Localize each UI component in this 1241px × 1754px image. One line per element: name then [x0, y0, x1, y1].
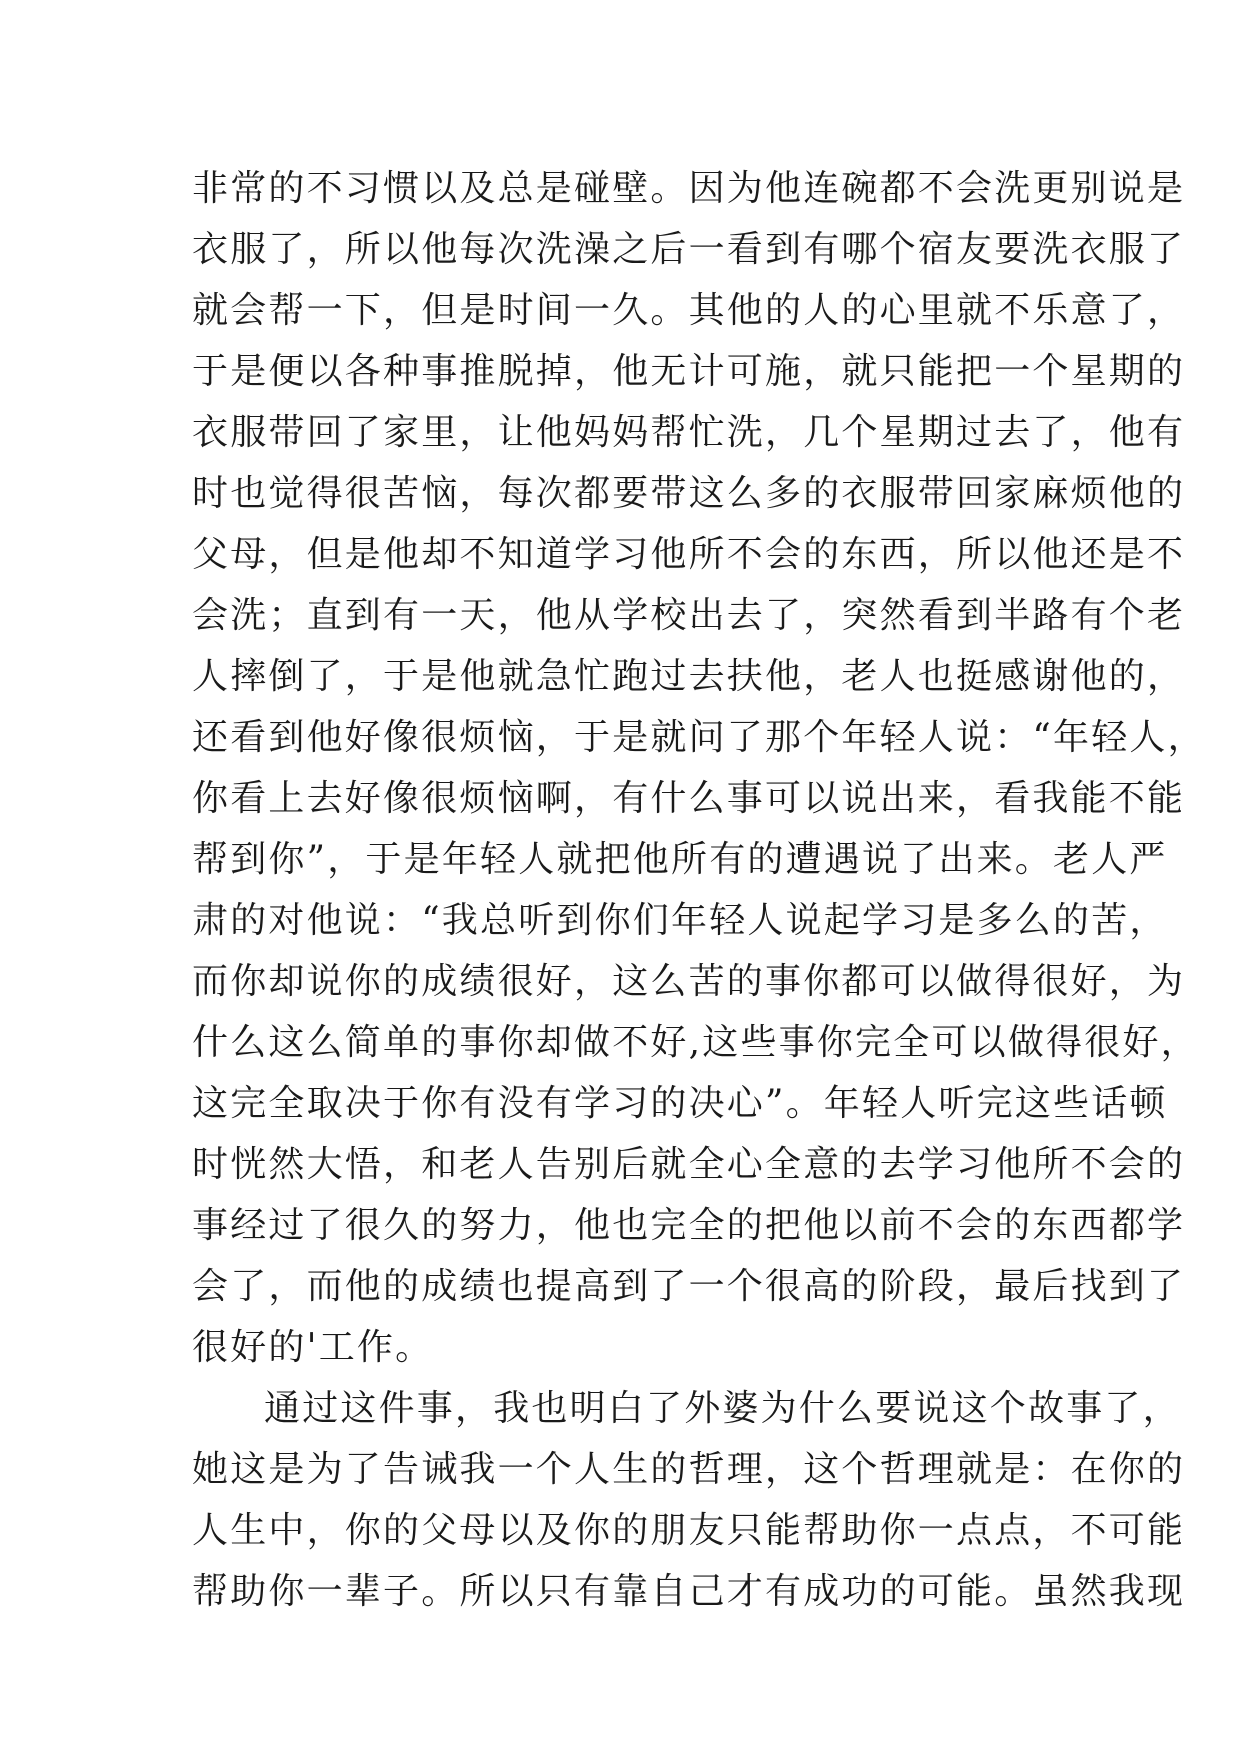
text-line: 很好的'工作。 [192, 1327, 434, 1368]
text-line: 人摔倒了，于是他就急忙跑过去扶他，老人也挺感谢他的， [192, 656, 1186, 697]
text-line: 这完全取决于你有没有学习的决心”。年轻人听完这些话顿 [192, 1083, 1168, 1124]
text-line: 父母，但是他却不知道学习他所不会的东西，所以他还是不 [192, 534, 1186, 575]
text-line: 时恍然大悟，和老人告别后就全心全意的去学习他所不会的 [192, 1144, 1186, 1185]
text-line: 她这是为了告诫我一个人生的哲理，这个哲理就是：在你的 [192, 1449, 1186, 1490]
text-line: 于是便以各种事推脱掉，他无计可施，就只能把一个星期的 [192, 351, 1186, 392]
text-line: 肃的对他说：“我总听到你们年轻人说起学习是多么的苦， [192, 900, 1168, 941]
text-line: 会了，而他的成绩也提高到了一个很高的阶段，最后找到了 [192, 1266, 1186, 1307]
text-line: 还看到他好像很烦恼，于是就问了那个年轻人说：“年轻人， [192, 717, 1206, 758]
text-line: 非常的不习惯以及总是碰壁。因为他连碗都不会洗更别说是 [192, 168, 1186, 209]
text-line: 时也觉得很苦恼，每次都要带这么多的衣服带回家麻烦他的 [192, 473, 1186, 514]
text-line: 会洗；直到有一天，他从学校出去了，突然看到半路有个老 [192, 595, 1186, 636]
paragraph-start-line: 通过这件事，我也明白了外婆为什么要说这个故事了， [264, 1388, 1181, 1429]
text-line: 什么这么简单的事你却做不好,这些事你完全可以做得很好， [192, 1022, 1199, 1063]
text-line: 就会帮一下，但是时间一久。其他的人的心里就不乐意了， [192, 290, 1186, 331]
body-text [192, 158, 1206, 1622]
text-line: 人生中，你的父母以及你的朋友只能帮助你一点点，不可能 [192, 1510, 1186, 1551]
text-line: 衣服了，所以他每次洗澡之后一看到有哪个宿友要洗衣服了 [192, 229, 1186, 270]
text-line: 你看上去好像很烦恼啊，有什么事可以说出来，看我能不能 [192, 778, 1186, 819]
text-line: 衣服带回了家里，让他妈妈帮忙洗，几个星期过去了，他有 [192, 412, 1186, 453]
text-line: 帮到你”，于是年轻人就把他所有的遭遇说了出来。老人严 [192, 839, 1168, 880]
text-line: 帮助你一辈子。所以只有靠自己才有成功的可能。虽然我现 [192, 1571, 1186, 1612]
text-line: 事经过了很久的努力，他也完全的把他以前不会的东西都学 [192, 1205, 1186, 1246]
text-line: 而你却说你的成绩很好，这么苦的事你都可以做得很好，为 [192, 961, 1186, 1002]
